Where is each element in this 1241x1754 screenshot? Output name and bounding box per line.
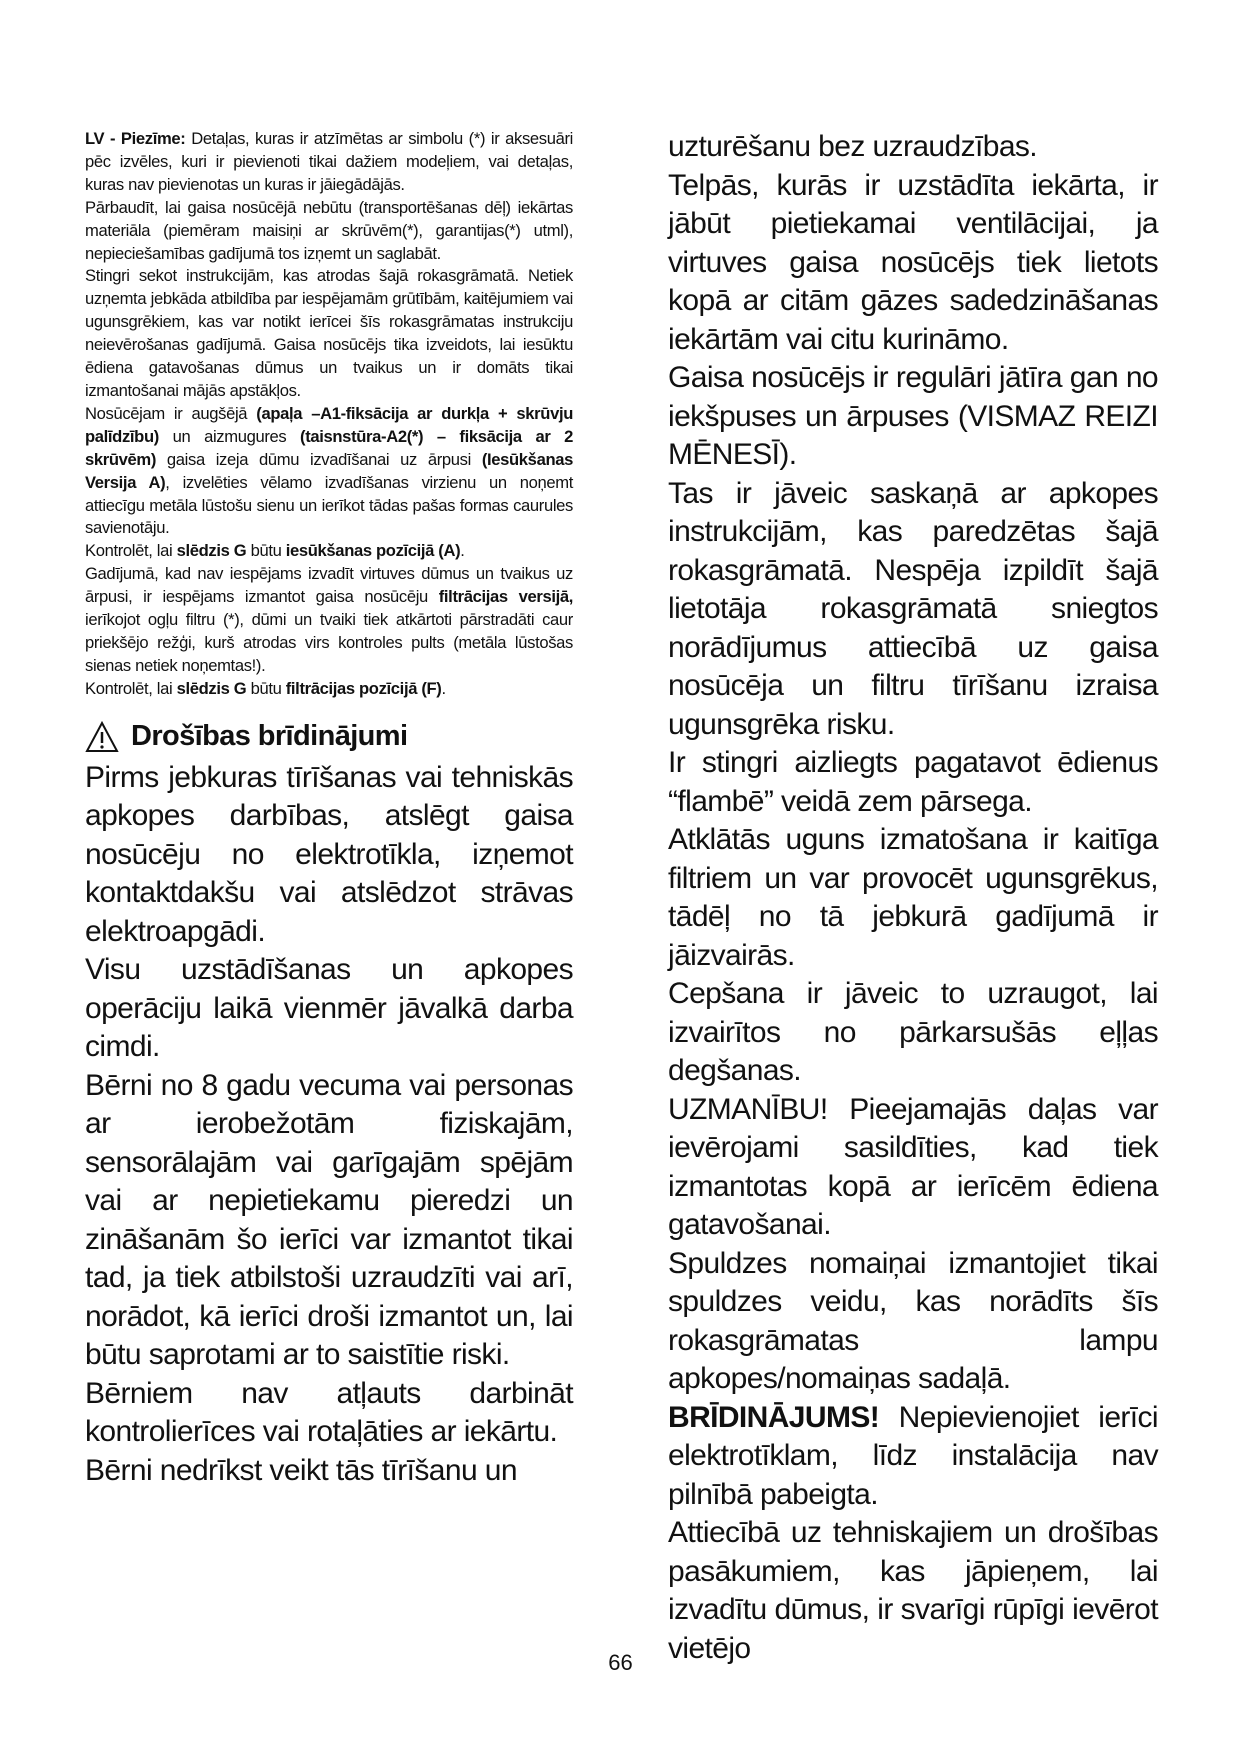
note-text: būtu <box>246 541 286 561</box>
note-text: gaisa izeja dūmu izvadīšanai uz ārpusi <box>156 449 482 469</box>
safety-paragraph: Bērni nedrīkst veikt tās tīrīšanu un <box>85 1453 517 1487</box>
safety-paragraph: Telpās, kurās ir uzstādīta iekārta, ir jābūt pietiekamai ventilācijai, ja virtuves gaisa nosūcējs tiek lietots kopā ar citām gāzes sadedzināšanas iekārtām vai citu kurināmo. <box>668 168 1158 356</box>
safety-paragraph: Tas ir jāveic saskaņā ar apkopes instrukcijām, kas paredzētas šajā rokasgrāmatā. Nespēja izpildīt šajā lietotāja rokasgrāmatā sniegtos norādījumus attiecībā uz gaisa nosūcēja un filtru tīrīšanu izraisa ugunsgrēka risku. <box>668 476 1158 741</box>
safety-paragraph: uzturēšanu bez uzraudzības. <box>668 130 1038 163</box>
note-text: Kontrolēt, lai <box>85 541 177 561</box>
note-paragraph <box>85 128 573 197</box>
safety-paragraph: Bērniem nav atļauts darbināt kontrolierīces vai rotaļāties ar iekārtu. <box>85 1376 573 1449</box>
note-prefix: LV - Piezīme: <box>85 129 186 148</box>
note-text: ierīkojot ogļu filtru (*), dūmi un tvaiki tiek atkārtoti pārstradāti caur priekšējo režģi, kurš atrodas virs kontroles pults (metāla lūstošas sienas netiek noņemtas!). <box>85 610 573 675</box>
safety-paragraph: Pirms jebkuras tīrīšanas vai tehniskās apkopes darbības, atslēgt gaisa nosūcēju no elektrotīkla, izņemot kontaktdakšu vai atslēdzot strāvas elektroapgādi. <box>85 760 573 948</box>
note-bold: slēdzis G <box>176 678 247 698</box>
note-bold: filtrācijas versijā, <box>438 587 573 607</box>
safety-heading-title: Drošības brīdinājumi <box>131 720 408 753</box>
note-text: , izvelēties vēlamo izvadīšanas virzienu un noņemt attiecīgu metāla lūstošu sienu un ierīkot tādas pašas formas caurules savienotāju. <box>85 472 573 538</box>
page-number: 66 <box>608 1650 633 1675</box>
left-column <box>85 128 573 1490</box>
safety-left-text <box>85 759 573 1491</box>
safety-paragraph: Ir stingri aizliegts pagatavot ēdienus “flambē” veidā zem pārsega. <box>668 746 1158 818</box>
safety-heading <box>85 715 573 759</box>
safety-paragraph: Cepšana ir jāveic to uzraugot, lai izvairītos no pārkarsušās eļļas degšanas. <box>668 977 1158 1087</box>
safety-paragraph: UZMANĪBU! Pieejamajās daļas var ievērojami sasildīties, kad tiek izmantotas kopā ar ierīcēm ēdiena gatavošanai. <box>668 1092 1158 1241</box>
safety-paragraph: Atklātās uguns izmatošana ir kaitīga filtriem un var provocēt ugunsgrēkus, tādēļ no tā jebkurā gadījumā ir jāizvairās. <box>668 823 1158 972</box>
note-bold: iesūkšanas pozīcijā (A) <box>285 541 461 561</box>
note-paragraph: Pārbaudīt, lai gaisa nosūcējā nebūtu (transportēšanas dēļ) iekārtas materiāla (piemēram maisiņi ar skrūvēm(*), garantijas(*) utml), nepieciešamības gadījumā tos izņemt un saglabāt. <box>85 197 573 263</box>
note-paragraph: Stingri sekot instrukcijām, kas atrodas šajā rokasgrāmatā. Netiek uzņemta jebkāda atbildība par iespējamām grūtībām, kaitējumiem vai ugunsgrēkiem, kas var notikt ierīcei šīs rokasgrāmatas instrukciju neievērošanas gadījumā. Gaisa nosūcējs tika izveidots, lai iesūktu ēdiena gatavošanas dūmus un tvaikus un ir domāts tikai izmantošanai mājās apstākļos. <box>85 266 573 400</box>
note-paragraph <box>85 678 573 701</box>
safety-paragraph: Visu uzstādīšanas un apkopes operāciju laikā vienmēr jāvalkā darba cimdi. <box>85 953 573 1064</box>
note-text: . <box>460 541 465 561</box>
note-paragraph <box>85 563 573 678</box>
note-bold: (Iesūkšanas Versija A) <box>85 449 573 492</box>
right-column <box>668 128 1158 1668</box>
warning-text: Nepievienojiet ierīci elektrotīklam, līdz instalācija nav pilnībā pabeigta. <box>668 1400 1158 1511</box>
safety-warning-paragraph <box>668 1399 1158 1515</box>
note-text: un aizmugures <box>158 426 301 446</box>
note-text: Nosūcējam ir augšējā <box>85 403 257 423</box>
safety-paragraph: Gaisa nosūcējs ir regulāri jātīra gan no iekšpuses un ārpuses (VISMAZ REIZI MĒNESĪ). <box>668 361 1158 471</box>
note-text: būtu <box>246 678 286 698</box>
note-paragraph <box>85 403 573 540</box>
warning-triangle-icon <box>85 721 119 753</box>
safety-paragraph: Bērni no 8 gadu vecuma vai personas ar ierobežotām fiziskajām, sensorālajām vai garīgajām spējām vai ar nepietiekamu pieredzi un zināšanām šo ierīci var izmantot tikai tad, ja tiek atbilstoši uzraudzīti vai arī, norādot, kā ierīci droši izmantot un, lai būtu saprotami ar to saistītie riski. <box>85 1068 573 1372</box>
safety-paragraph: Spuldzes nomaiņai izmantojiet tikai spuldzes veidu, kas norādīts šīs rokasgrāmatas lampu apkopes/nomaiņas sadaļā. <box>668 1246 1158 1395</box>
notes-section <box>85 128 573 701</box>
note-paragraph <box>85 540 573 563</box>
safety-paragraph: Attiecībā uz tehniskajiem un drošības pasākumiem, kas jāpieņem, lai izvadītu dūmus, ir svarīgi rūpīgi ievērot vietējo <box>668 1516 1158 1665</box>
note-bold: (taisnstūra-A2(*) – fiksācija ar 2 skrūvēm) <box>85 426 574 469</box>
warning-label: BRĪDINĀJUMS! <box>668 1400 880 1434</box>
note-text: Kontrolēt, lai <box>85 678 177 698</box>
note-text: Gadījumā, kad nav iespējams izvadīt virtuves dūmus un tvaikus uz ārpusi, ir iespējams izmantot gaisa nosūcēju <box>85 564 573 607</box>
note-bold: slēdzis G <box>176 541 247 561</box>
note-bold: filtrācijas pozīcijā (F) <box>285 678 442 698</box>
note-text: . <box>441 678 446 698</box>
note-text: Detaļas, kuras ir atzīmētas ar simbolu (*) ir aksesuāri pēc izvēles, kuri ir pievienoti tikai dažiem modeļiem, vai detaļas, kuras nav pievienotas un kuras ir jāiegādājās. <box>85 129 573 194</box>
note-bold: (apaļa –A1-fiksācija ar durkļa + skrūvju palīdzību) <box>85 403 573 446</box>
